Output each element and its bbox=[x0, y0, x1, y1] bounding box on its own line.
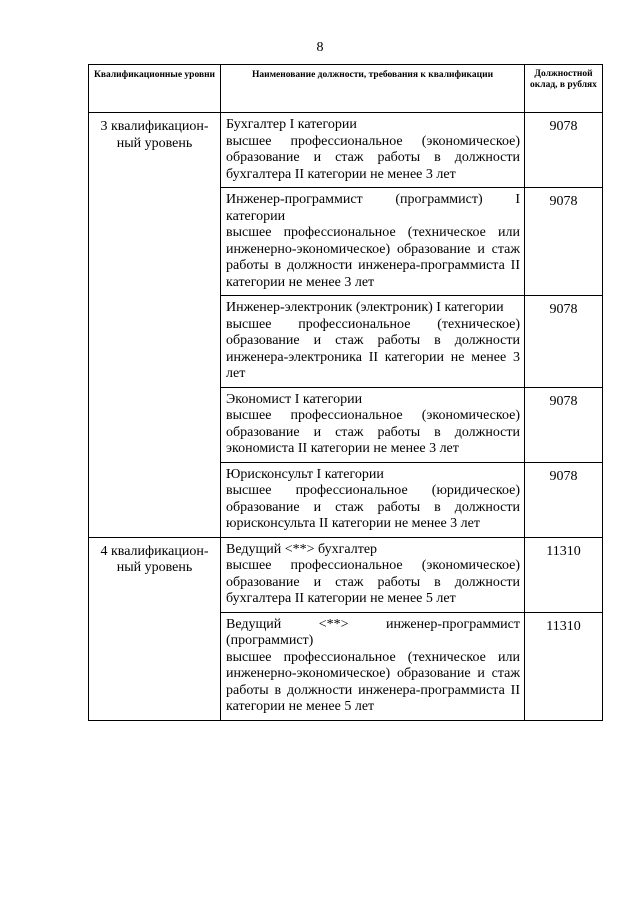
position-title: Экономист I категории bbox=[226, 391, 363, 407]
position-cell bbox=[221, 188, 525, 296]
header-level: Квалификационные уровни bbox=[89, 65, 221, 113]
position-title: Инженер-электроник (электроник) I категории bbox=[226, 300, 504, 315]
header-salary: Должностной оклад, в рублях bbox=[525, 65, 603, 113]
position-requirements: высшее профессиональное (техническое или инженерно-экономическое) образование и стаж работы в должности инженера-программиста II категории не менее 5 лет bbox=[226, 649, 520, 714]
table-row bbox=[89, 612, 603, 720]
salary-cell: 11310 bbox=[525, 537, 603, 612]
position-title: Ведущий <**> инженер-программист (программист) bbox=[226, 616, 520, 648]
table-row bbox=[89, 537, 603, 612]
position-title: Бухгалтер I категории bbox=[226, 117, 357, 132]
table-row bbox=[89, 387, 603, 462]
position-requirements: высшее профессиональное (экономическое) образование и стаж работы в должности экономиста II категории не менее 3 лет bbox=[226, 408, 520, 456]
position-cell bbox=[221, 296, 525, 388]
level-cell-empty bbox=[89, 387, 221, 462]
position-cell bbox=[221, 537, 525, 612]
position-cell bbox=[221, 462, 525, 537]
table-row bbox=[89, 296, 603, 388]
position-requirements: высшее профессиональное (экономическое) образование и стаж работы в должности бухгалтера II категории не менее 5 лет bbox=[226, 558, 520, 606]
position-cell bbox=[221, 387, 525, 462]
table-row bbox=[89, 462, 603, 537]
table-row bbox=[89, 113, 603, 188]
header-position: Наименование должности, требования к квалификации bbox=[221, 65, 525, 113]
level-cell-empty bbox=[89, 296, 221, 388]
position-requirements: высшее профессиональное (юридическое) образование и стаж работы в должности юрисконсульта II категории не менее 3 лет bbox=[226, 483, 520, 531]
position-title: Инженер-программист (программист) I категории bbox=[226, 192, 520, 224]
level-cell-3: 3 квалификацион-ный уровень bbox=[89, 113, 221, 188]
level-cell-empty bbox=[89, 612, 221, 720]
position-cell bbox=[221, 612, 525, 720]
page-number: 8 bbox=[316, 40, 324, 55]
salary-cell: 9078 bbox=[525, 296, 603, 388]
position-requirements: высшее профессиональное (экономическое) образование и стаж работы в должности бухгалтера II категории не менее 3 лет bbox=[226, 133, 520, 182]
position-cell bbox=[221, 113, 525, 188]
level-cell-empty bbox=[89, 188, 221, 296]
salary-cell: 9078 bbox=[525, 188, 603, 296]
salary-cell: 9078 bbox=[525, 113, 603, 188]
position-title: Ведущий <**> бухгалтер bbox=[226, 541, 378, 557]
salary-cell: 9078 bbox=[525, 387, 603, 462]
position-requirements: высшее профессиональное (техническое) образование и стаж работы в должности инженера-электроника II категории не менее 3 лет bbox=[226, 316, 520, 381]
level-cell-4: 4 квалификацион-ный уровень bbox=[89, 537, 221, 612]
qualification-table bbox=[88, 64, 603, 721]
position-requirements: высшее профессиональное (техническое или инженерно-экономическое) образование и стаж работы в должности инженера-программиста II категории не менее 3 лет bbox=[226, 225, 520, 290]
level-cell-empty bbox=[89, 462, 221, 537]
position-title: Юрисконсульт I категории bbox=[226, 466, 384, 482]
table-header-row bbox=[89, 65, 603, 113]
salary-cell: 9078 bbox=[525, 462, 603, 537]
salary-cell: 11310 bbox=[525, 612, 603, 720]
table-row bbox=[89, 188, 603, 296]
